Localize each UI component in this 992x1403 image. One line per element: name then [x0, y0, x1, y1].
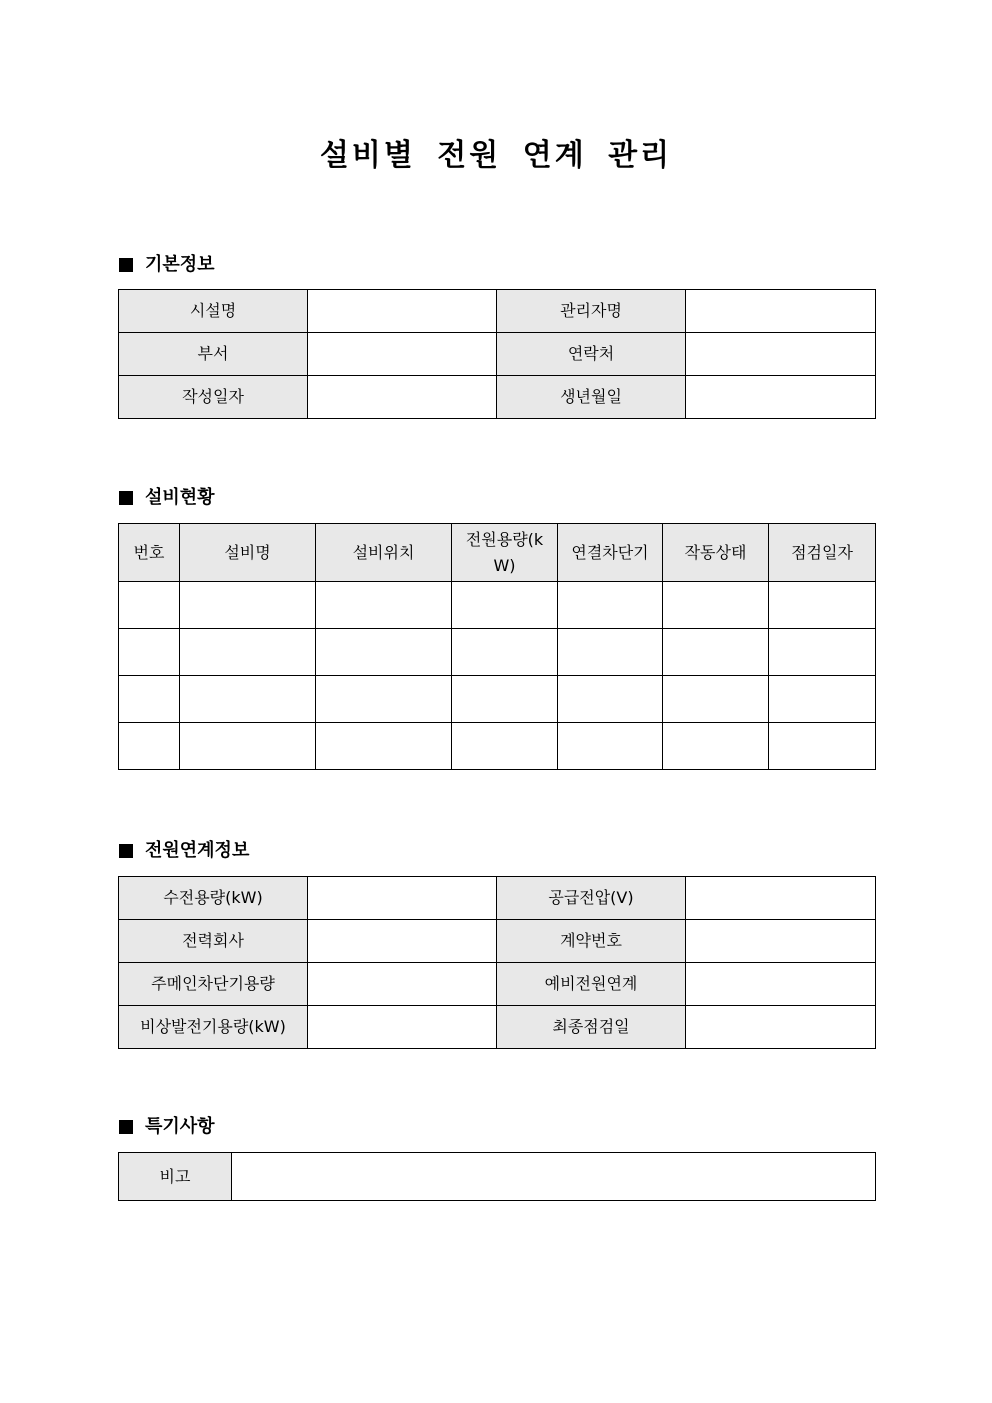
- table-cell[interactable]: [452, 723, 558, 770]
- section-heading-label: 설비현황: [145, 487, 215, 508]
- table-cell[interactable]: [663, 676, 769, 723]
- field-label: 관리자명: [497, 290, 686, 333]
- table-row: [119, 676, 876, 723]
- table-cell[interactable]: [180, 676, 316, 723]
- table-row: [119, 723, 876, 770]
- field-label: 수전용량(kW): [119, 877, 308, 920]
- table-cell[interactable]: [180, 723, 316, 770]
- field-label: 비상발전기용량(kW): [119, 1006, 308, 1049]
- table-cell[interactable]: [558, 582, 663, 629]
- square-bullet-icon: [119, 258, 133, 272]
- table-cell[interactable]: [316, 629, 452, 676]
- manager-name-field[interactable]: [686, 290, 876, 333]
- table-cell[interactable]: [452, 629, 558, 676]
- table-cell[interactable]: [663, 582, 769, 629]
- table-cell[interactable]: [119, 629, 180, 676]
- table-cell[interactable]: [119, 723, 180, 770]
- receiving-capacity-field[interactable]: [308, 877, 497, 920]
- equipment-table: [118, 523, 876, 770]
- column-header: 점검일자: [769, 524, 876, 582]
- notes-table: [118, 1152, 876, 1201]
- section-heading-power: [119, 839, 249, 863]
- table-row: [119, 963, 876, 1006]
- section-heading-equipment: [119, 486, 215, 510]
- table-cell[interactable]: [316, 676, 452, 723]
- section-heading-basic: [119, 253, 215, 277]
- table-cell[interactable]: [663, 629, 769, 676]
- page-title: 설비별 전원 연계 관리: [319, 138, 673, 173]
- table-cell[interactable]: [558, 629, 663, 676]
- generator-capacity-field[interactable]: [308, 1006, 497, 1049]
- table-cell[interactable]: [769, 723, 876, 770]
- department-field[interactable]: [308, 333, 497, 376]
- field-label: 생년월일: [497, 376, 686, 419]
- power-link-table: [118, 876, 876, 1049]
- field-label: 주메인차단기용량: [119, 963, 308, 1006]
- table-cell[interactable]: [769, 582, 876, 629]
- square-bullet-icon: [119, 1120, 133, 1134]
- column-header: 설비위치: [316, 524, 452, 582]
- table-row: [119, 920, 876, 963]
- field-label: 계약번호: [497, 920, 686, 963]
- contract-number-field[interactable]: [686, 920, 876, 963]
- column-header: 전원용량(kW): [452, 524, 558, 582]
- column-header: 설비명: [180, 524, 316, 582]
- table-row: [119, 1153, 876, 1201]
- supply-voltage-field[interactable]: [686, 877, 876, 920]
- table-header-row: [119, 524, 876, 582]
- last-inspection-field[interactable]: [686, 1006, 876, 1049]
- main-breaker-capacity-field[interactable]: [308, 963, 497, 1006]
- field-label: 작성일자: [119, 376, 308, 419]
- basic-info-table: [118, 289, 876, 419]
- field-label: 시설명: [119, 290, 308, 333]
- table-cell[interactable]: [180, 582, 316, 629]
- table-cell[interactable]: [769, 676, 876, 723]
- table-cell[interactable]: [558, 723, 663, 770]
- square-bullet-icon: [119, 844, 133, 858]
- table-row: [119, 333, 876, 376]
- created-date-field[interactable]: [308, 376, 497, 419]
- column-header: 번호: [119, 524, 180, 582]
- section-heading-label: 전원연계정보: [145, 840, 250, 861]
- column-header: 연결차단기: [558, 524, 663, 582]
- remarks-field[interactable]: [232, 1153, 876, 1201]
- table-row: [119, 1006, 876, 1049]
- section-heading-notes: [119, 1115, 215, 1139]
- field-label: 공급전압(V): [497, 877, 686, 920]
- section-heading-label: 특기사항: [145, 1116, 215, 1137]
- contact-field[interactable]: [686, 333, 876, 376]
- table-row: [119, 877, 876, 920]
- table-row: [119, 290, 876, 333]
- table-cell[interactable]: [180, 629, 316, 676]
- power-company-field[interactable]: [308, 920, 497, 963]
- table-cell[interactable]: [119, 676, 180, 723]
- backup-power-link-field[interactable]: [686, 963, 876, 1006]
- field-label: 최종점검일: [497, 1006, 686, 1049]
- facility-name-field[interactable]: [308, 290, 497, 333]
- field-label: 전력회사: [119, 920, 308, 963]
- column-header: 작동상태: [663, 524, 769, 582]
- table-cell[interactable]: [663, 723, 769, 770]
- table-row: [119, 629, 876, 676]
- table-cell[interactable]: [558, 676, 663, 723]
- field-label: 부서: [119, 333, 308, 376]
- table-cell[interactable]: [316, 582, 452, 629]
- square-bullet-icon: [119, 491, 133, 505]
- table-cell[interactable]: [769, 629, 876, 676]
- table-cell[interactable]: [316, 723, 452, 770]
- section-heading-label: 기본정보: [145, 254, 215, 275]
- field-label: 비고: [119, 1153, 232, 1201]
- table-row: [119, 582, 876, 629]
- birth-date-field[interactable]: [686, 376, 876, 419]
- table-cell[interactable]: [119, 582, 180, 629]
- table-row: [119, 376, 876, 419]
- field-label: 예비전원연계: [497, 963, 686, 1006]
- table-cell[interactable]: [452, 582, 558, 629]
- field-label: 연락처: [497, 333, 686, 376]
- table-cell[interactable]: [452, 676, 558, 723]
